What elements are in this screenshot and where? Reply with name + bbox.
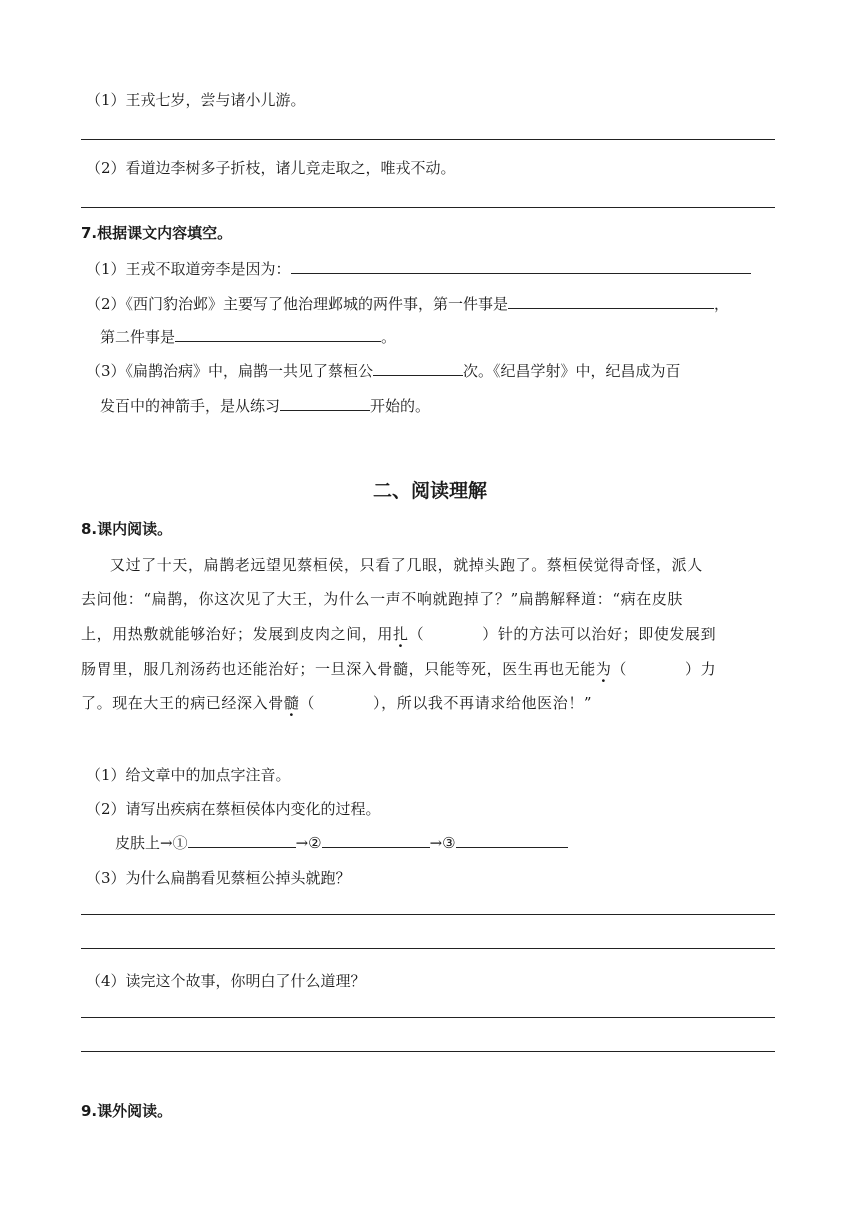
q7-item-3-text-b: 次。《纪昌学射》中，纪昌成为百 <box>463 362 681 380</box>
q8-sub-2: （2）请写出疾病在蔡桓侯体内变化的过程。 <box>86 800 381 818</box>
passage-text: 了。现在大王的病已经深入骨 <box>81 694 284 712</box>
passage-text: 上，用热敷就能够治好；发展到皮肉之间，用 <box>81 625 394 643</box>
dotted-char: 扎 <box>393 625 409 643</box>
paren-open: （ <box>299 694 316 712</box>
passage-text: 肠胃里，服几剂汤药也还能治好；一旦深入骨髓，只能等死，医生再也无能 <box>81 660 596 678</box>
answer-line[interactable] <box>81 914 775 915</box>
chain-step-3: →③ <box>429 834 456 852</box>
fill-blank[interactable] <box>175 327 381 342</box>
paren-open: （ <box>408 625 425 643</box>
section-title: 二、阅读理解 <box>372 480 487 502</box>
q7-item-3-cont <box>100 395 430 416</box>
q7-item-3-text-a: （3）《扁鹊治病》中，扁鹊一共见了蔡桓公 <box>86 362 374 380</box>
chain-step-2: →② <box>295 834 322 852</box>
fill-blank[interactable] <box>508 294 714 309</box>
q7-item-3-text-c: 发百中的神箭手，是从练习 <box>100 397 281 415</box>
passage-text: ）针的方法可以治好；即使发展到 <box>482 625 717 643</box>
answer-line[interactable] <box>81 139 775 140</box>
passage-line <box>81 623 716 644</box>
q7-item-1-text: （1）王戎不取道旁李是因为： <box>86 260 291 278</box>
fill-blank[interactable] <box>373 361 463 376</box>
q7-item-3 <box>86 360 681 381</box>
passage-line <box>81 658 716 679</box>
q7-item-2 <box>86 293 729 314</box>
passage-text: ）力 <box>685 660 717 678</box>
q7-item-2-text: （2）《西门豹治邺》主要写了他治理邺城的两件事，第一件事是 <box>86 295 509 313</box>
fill-blank[interactable] <box>280 396 370 411</box>
q8-sub-4: （4）读完这个故事，你明白了什么道理？ <box>86 972 366 990</box>
answer-line[interactable] <box>81 207 775 208</box>
answer-line[interactable] <box>81 1017 775 1018</box>
dotted-char: 为 <box>595 660 612 678</box>
answer-line[interactable] <box>81 1051 775 1052</box>
q8-title: 8.课内阅读。 <box>81 520 173 538</box>
q7-item-2-end: 。 <box>381 328 397 346</box>
q6-sentence-1: （1）王戎七岁，尝与诸小儿游。 <box>86 91 306 109</box>
chain-start: 皮肤上→① <box>115 834 188 852</box>
fill-blank[interactable] <box>456 833 568 848</box>
q6-sentence-2: （2）看道边李树多子折枝，诸儿竞走取之，唯戎不动。 <box>86 159 456 177</box>
q7-item-1 <box>86 258 751 279</box>
q7-item-2-cont <box>100 326 396 347</box>
fill-blank[interactable] <box>322 833 430 848</box>
q7-item-2-comma: ， <box>714 295 730 313</box>
paren-open: （ <box>611 660 628 678</box>
answer-line[interactable] <box>81 948 775 949</box>
q7-item-2-text-b: 第二件事是 <box>100 328 176 346</box>
q8-sub-1: （1）给文章中的加点字注音。 <box>86 766 291 784</box>
passage-line <box>81 692 592 713</box>
passage-text: ），所以我不再请求给他医治！” <box>373 694 593 712</box>
disease-chain <box>115 832 568 853</box>
q8-sub-3: （3）为什么扁鹊看见蔡桓公掉头就跑？ <box>86 869 351 887</box>
passage-line: 又过了十天，扁鹊老远望见蔡桓侯，只看了几眼，就掉头跑了。蔡桓侯觉得奇怪，派人 <box>110 556 703 574</box>
q7-item-3-text-d: 开始的。 <box>370 397 431 415</box>
q9-title: 9.课外阅读。 <box>81 1102 173 1120</box>
dotted-char: 髓 <box>283 694 300 712</box>
fill-blank[interactable] <box>291 259 751 274</box>
passage-line: 去问他：“扁鹊，你这次见了大王，为什么一声不响就跑掉了？”扁鹊解释道：“病在皮肤 <box>81 590 684 608</box>
q7-title: 7.根据课文内容填空。 <box>81 224 233 242</box>
fill-blank[interactable] <box>188 833 296 848</box>
